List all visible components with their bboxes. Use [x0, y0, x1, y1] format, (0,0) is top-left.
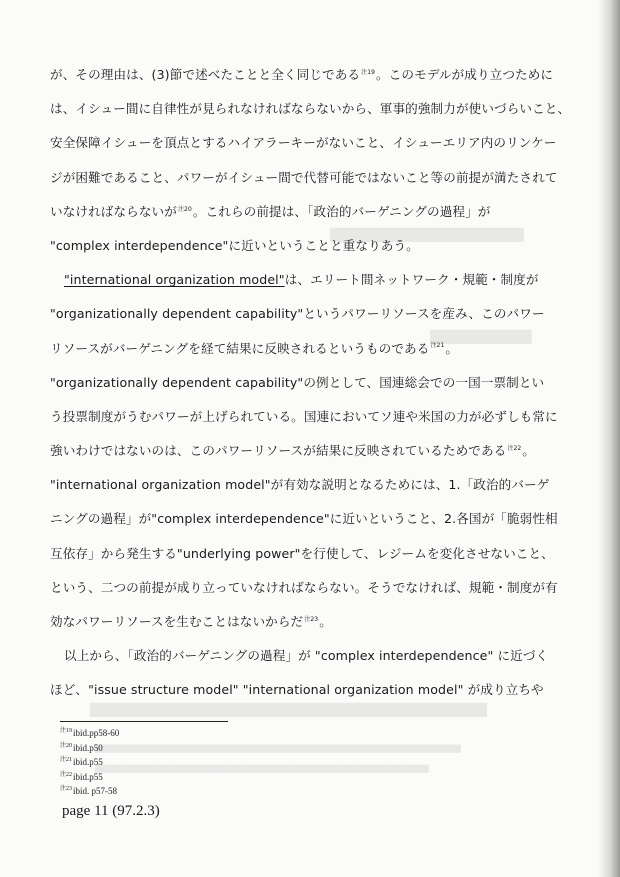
- show-through-texture: ███████████████████████████████████████████: [90, 703, 487, 717]
- text-segment: 。: [522, 443, 535, 459]
- text-line: [50, 297, 570, 331]
- show-through-texture: ████████████████████████████████████████████████████████████████████: [95, 745, 462, 753]
- text-segment: 強いわけではないのは、このパワーリソースが結果に反映されているためである: [50, 443, 507, 459]
- show-through-texture: ███████████: [430, 330, 532, 344]
- footnote-ref: 注23: [304, 615, 319, 623]
- text-line: [50, 605, 570, 639]
- footnote-item: [60, 784, 360, 799]
- text-segment: "international organization model"が有効な説明となるためには、1.「政治的バーゲ: [50, 477, 550, 493]
- footnote-mark: 注19: [60, 728, 73, 734]
- footnote-ref: 注22: [507, 444, 522, 452]
- text-segment: 。これらの前提は、「政治的バーゲニングの過程」が: [192, 203, 491, 219]
- text-segment: は、イシュー間に自律性が見られなければならないから、軍事的強制力が使いづらいこと、: [50, 101, 571, 117]
- footnote-divider: [60, 721, 228, 722]
- show-through-texture: █████████████████████: [330, 228, 524, 242]
- text-line: [50, 571, 570, 605]
- text-segment: "complex interdependence"に近いということと重なりあう。: [50, 237, 419, 253]
- page-number-label: page 11 (97.2.3): [62, 803, 160, 819]
- text-line: [50, 161, 570, 195]
- footnote-ref: 注20: [177, 205, 192, 213]
- text-segment: 。: [319, 614, 332, 629]
- text-segment: "organizationally dependent capability"というパワーリソースを産み、このパワー: [50, 306, 545, 322]
- text-line: [50, 673, 570, 707]
- footnote-text: ibid.pp58-60: [73, 728, 120, 738]
- text-line: [50, 92, 570, 126]
- text-segment: "organizationally dependent capability"の例として、国連総会での一国一票制とい: [50, 374, 545, 390]
- footnote-text: ibid. p57-58: [73, 786, 118, 796]
- text-line: [50, 58, 570, 92]
- footnote-text: ibid.p55: [73, 757, 103, 767]
- footnote-item: [60, 755, 360, 770]
- text-segment: ニングの過程」が"complex interdependence"に近いということ、2.各国が「脆弱性相: [50, 511, 558, 527]
- text-segment: が、その理由は、(3)節で述べたことと全く同じである: [50, 67, 361, 82]
- text-segment: 効なパワーリソースを生むことはないからだ: [50, 614, 304, 629]
- text-segment: 安全保障イシューを頂点とするハイアラーキーがないこと、イシューエリア内のリンケー: [50, 135, 557, 151]
- footnote-mark: 注23: [60, 786, 73, 792]
- footnote-item: [60, 726, 360, 741]
- footnote-ref: 注19: [361, 68, 376, 76]
- text-segment: 互依存」から発生する"underlying power"を行使して、レジームを変化させないこと、: [50, 545, 554, 561]
- text-line: [50, 263, 570, 297]
- text-line: [50, 195, 570, 229]
- text-segment: 。このモデルが成り立つために: [376, 67, 554, 82]
- text-segment: は、エリート間ネットワーク・規範・制度が: [284, 272, 539, 288]
- text-line: [50, 332, 570, 366]
- text-segment: "international organization model": [64, 272, 285, 288]
- footnote-mark: 注20: [60, 742, 73, 749]
- text-line: [50, 537, 570, 571]
- text-segment: 。: [445, 340, 459, 356]
- text-line: [50, 366, 570, 400]
- text-line: [50, 126, 570, 160]
- footnote-mark: 注22: [60, 771, 73, 778]
- text-line: [50, 434, 570, 468]
- text-segment: という、二つの前提が成り立っていなければならない。そうでなければ、規範・制度が有: [50, 579, 558, 595]
- text-line: [50, 229, 570, 263]
- text-line: [50, 502, 570, 536]
- body-text: [50, 58, 570, 708]
- text-segment: リソースがバーゲニングを経て結果に反映されるというものである: [50, 340, 430, 356]
- footnote-item: [60, 770, 360, 785]
- page-edge-shadow: [598, 0, 620, 877]
- footnote-mark: 注21: [60, 757, 73, 763]
- text-segment: ほど、"issue structure model" "international organization model" が成り立ちや: [50, 682, 544, 698]
- show-through-texture: ██████████████████████████████████████████████████████████████: [95, 765, 429, 773]
- text-segment: 以上から、「政治的バーゲニングの過程」が "complex interdependence" に近づく: [64, 648, 549, 664]
- text-segment: いなければならないが: [50, 203, 177, 219]
- footnote-item: [60, 741, 360, 756]
- footnote-ref: 注21: [430, 342, 445, 350]
- footnotes: [60, 726, 360, 799]
- text-segment: う投票制度がうむパワーが上げられている。国連においてソ連や米国の力が必ずしも常に: [50, 408, 558, 424]
- text-segment: ジが困難であること、パワーがイシュー間で代替可能ではないこと等の前提が満たされて: [50, 169, 558, 185]
- text-line: [50, 468, 570, 502]
- text-line: [50, 400, 570, 434]
- text-line: [50, 639, 570, 673]
- footnote-text: ibid.p50: [73, 742, 103, 753]
- footnote-text: ibid.p55: [73, 771, 103, 782]
